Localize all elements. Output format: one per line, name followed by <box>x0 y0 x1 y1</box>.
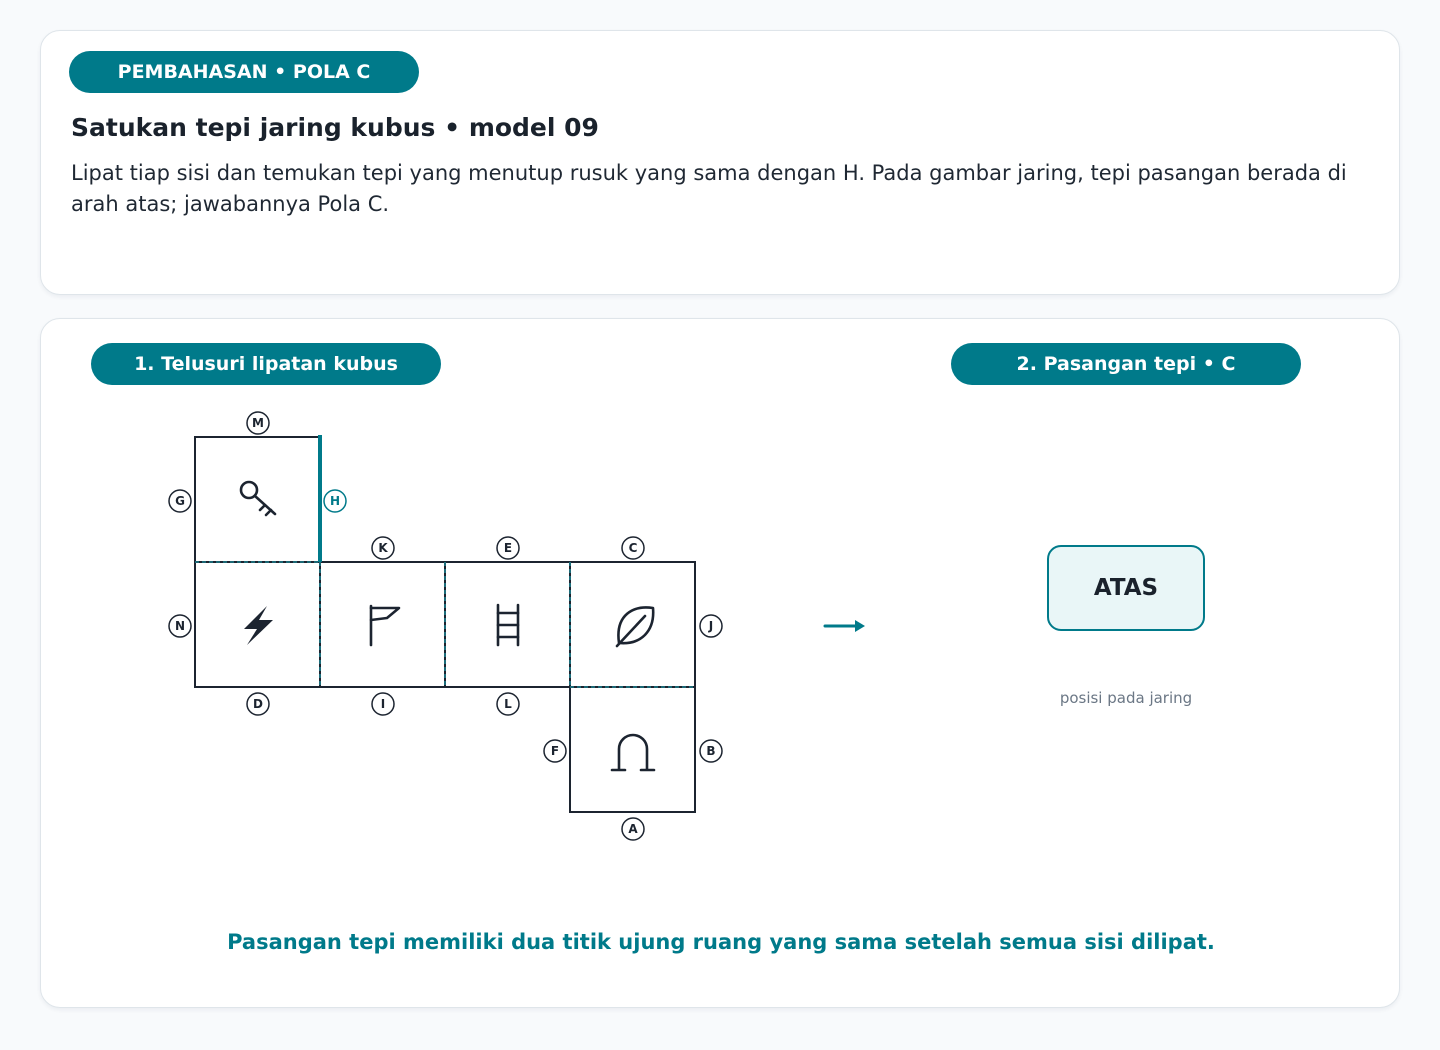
edge-label-j <box>700 615 722 637</box>
svg-text:J: J <box>708 619 714 633</box>
svg-text:C: C <box>628 541 638 555</box>
svg-text:H: H <box>329 494 341 508</box>
explanation-text: Lipat tiap sisi dan temukan tepi yang menutup rusuk yang sama dengan H. Pada gambar jaring, tepi pasangan berada di arah atas; jawabannya Pola C. <box>71 161 1347 216</box>
leaf-icon <box>617 607 653 646</box>
svg-text:D: D <box>253 697 263 711</box>
svg-text:A: A <box>628 822 638 836</box>
edge-label-g <box>169 490 191 512</box>
answer-position-box: ATAS <box>1047 545 1205 631</box>
step1-label: 1. Telusuri lipatan kubus <box>91 343 441 385</box>
edge-label-a <box>622 818 644 840</box>
edge-label-l <box>497 693 519 715</box>
svg-text:N: N <box>174 619 186 633</box>
edge-label-d <box>247 693 269 715</box>
flag-icon <box>371 606 399 645</box>
arrow-right-icon <box>821 611 871 641</box>
arch-icon <box>612 735 654 770</box>
face-back <box>570 562 695 687</box>
svg-text:K: K <box>378 541 388 555</box>
lightning-icon <box>244 606 273 645</box>
step2-label: 2. Pasangan tepi • C <box>951 343 1301 385</box>
svg-text:M: M <box>252 416 264 430</box>
edge-label-h <box>324 490 346 512</box>
edge-label-c <box>622 537 644 559</box>
page-title: Satukan tepi jaring kubus • model 09 <box>71 113 599 142</box>
edge-label-i <box>372 693 394 715</box>
edge-label-k <box>372 537 394 559</box>
svg-text:I: I <box>380 697 386 711</box>
footer-note: Pasangan tepi memiliki dua titik ujung ruang yang sama setelah semua sisi dilipat. <box>227 930 1215 954</box>
face-bottom <box>570 687 695 812</box>
solution-card <box>40 318 1400 1008</box>
pattern-badge: PEMBAHASAN • POLA C <box>69 51 419 93</box>
svg-text:B: B <box>706 744 716 758</box>
svg-text:G: G <box>175 494 185 508</box>
edge-label-e <box>497 537 519 559</box>
position-caption: posisi pada jaring <box>1059 689 1193 707</box>
face-front <box>320 562 445 687</box>
svg-text:F: F <box>550 744 560 758</box>
edge-label-b <box>700 740 722 762</box>
edge-label-m <box>247 412 269 434</box>
ladder-icon <box>498 605 518 645</box>
explanation-card <box>40 30 1400 295</box>
edge-label-n <box>169 615 191 637</box>
edge-label-f <box>544 740 566 762</box>
cube-net-diagram <box>41 319 741 879</box>
svg-text:E: E <box>503 541 513 555</box>
key-icon <box>241 482 275 515</box>
svg-text:L: L <box>504 697 512 711</box>
